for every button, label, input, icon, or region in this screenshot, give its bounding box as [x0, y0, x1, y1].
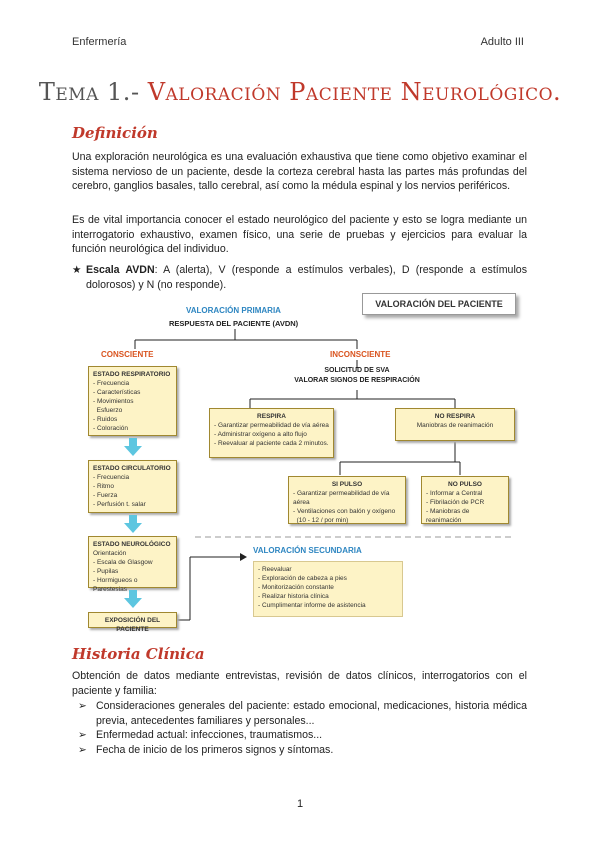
respira-item: - Administrar oxígeno a alto flujo [214, 431, 307, 438]
valoracion-primaria-label: VALORACIÓN PRIMARIA [186, 306, 281, 315]
arrow-down-icon [124, 598, 142, 608]
si-pulso-item: (10 - 12 / por min) [293, 517, 349, 524]
no-pulso-item: - Fibrilación de PCR [426, 499, 485, 506]
arrow-down-icon [124, 523, 142, 533]
list-item: ➢ Fecha de inicio de los primeros signos y síntomas. [78, 743, 527, 758]
arrow-stem [129, 515, 137, 523]
secundaria-item: - Monitorización constante [258, 584, 334, 591]
respira-item: - Reevaluar al paciente cada 2 minutos. [214, 440, 329, 447]
list-item: ➢ Consideraciones generales del paciente: estado emocional, medicaciones, historia médica previa, antecedentes familiares y personales... [78, 699, 527, 728]
avdn-label: Escala AVDN [86, 264, 155, 276]
neurologico-title: ESTADO NEUROLÓGICO [93, 541, 171, 548]
title-prefix: Tema 1.- [38, 78, 140, 106]
section-definicion-heading: Definición [72, 124, 158, 142]
arrow-stem [129, 590, 137, 598]
secundaria-item: - Realizar historia clínica [258, 593, 329, 600]
respira-box [209, 408, 334, 458]
valoracion-secundaria-box [253, 561, 403, 617]
inconsciente-label: INCONSCIENTE [330, 350, 391, 359]
estado-circulatorio-box [88, 460, 177, 513]
si-pulso-item: - Garantizar permeabilidad de vía aérea [293, 490, 390, 506]
no-respira-title: NO RESPIRA [434, 413, 476, 420]
respiratorio-title: ESTADO RESPIRATORIO [93, 371, 171, 378]
diagram-title-box: VALORACIÓN DEL PACIENTE [362, 293, 516, 315]
section-historia-heading: Historia Clínica [72, 645, 205, 663]
header-left: Enfermería [72, 36, 127, 48]
title-main: Valoración Paciente Neurológico. [147, 78, 562, 106]
respira-item: - Garantizar permeabilidad de vía aérea [214, 422, 329, 429]
valorar-label: VALORAR SIGNOS DE RESPIRACIÓN [294, 377, 420, 384]
secundaria-item: - Cumplimentar informe de asistencia [258, 602, 366, 609]
secundaria-item: - Reevaluar [258, 566, 292, 573]
no-pulso-item: - Informar a Central [426, 490, 483, 497]
sva-text [289, 366, 425, 386]
avdn-text: : A (alerta), V (responde a estímulos verbales), D (responde a estímulos dolorosos) y N (no responde). [86, 264, 527, 291]
exposicion-label: EXPOSICIÓN DEL PACIENTE [104, 617, 161, 633]
list-item: ➢ Enfermedad actual: infecciones, traumatismos... [78, 728, 527, 743]
arrow-down-icon [124, 446, 142, 456]
circulatorio-title: ESTADO CIRCULATORIO [93, 465, 171, 472]
neurologico-item: - Pupilas [93, 568, 119, 575]
no-pulso-title: NO PULSO [448, 481, 482, 488]
neurologico-item: - Escala de Glasgow [93, 559, 153, 566]
historia-bullet-list [78, 699, 527, 757]
secundaria-item: - Exploración de cabeza a pies [258, 575, 347, 582]
no-pulso-item: - Maniobras de reanimación [426, 508, 470, 524]
star-icon: ★ [72, 264, 82, 276]
arrow-stem [129, 438, 137, 446]
si-pulso-item: - Ventilaciones con balón y oxígeno [293, 508, 396, 515]
no-pulso-box [421, 476, 509, 524]
estado-neurologico-box [88, 536, 177, 593]
circulatorio-item: - Frecuencia [93, 474, 130, 481]
definicion-paragraph-1: Una exploración neurológica es una evaluación exhaustiva que tiene como objetivo examinar el sistema nervioso de un paciente, desde la corteza cerebral hasta las partes más profundas del cerebro, ganglios basales, tallo cerebral, así como la médula espinal y los nervios periféricos. [72, 151, 527, 192]
header-right: Adulto III [480, 36, 524, 48]
respiratorio-item: - Ruidos [93, 416, 118, 423]
si-pulso-box [288, 476, 406, 524]
consciente-label: CONSCIENTE [101, 350, 154, 359]
respiratorio-item: - Características [93, 389, 141, 396]
circulatorio-item: - Fuerza [93, 492, 118, 499]
solicitud-label: SOLICITUD DE SVA [324, 367, 390, 374]
definicion-paragraph-2: Es de vital importancia conocer el estado neurológico del paciente y esto se logra mediante un interrogatorio exhaustivo, examen físico, una serie de pruebas y ejercicios para evaluar la función neurológica del individuo. [72, 214, 527, 255]
respiratorio-item: - Frecuencia [93, 380, 130, 387]
respira-title: RESPIRA [257, 413, 286, 420]
respiratorio-item: - Movimientos [93, 398, 134, 405]
neurologico-item: - Hormigueos o Parestesias [93, 577, 138, 593]
respiratorio-item: Esfuerzo [93, 407, 123, 414]
estado-respiratorio-box [88, 366, 177, 436]
exposicion-box [88, 612, 177, 633]
page-number: 1 [296, 798, 304, 810]
neurologico-item: Orientación [93, 550, 127, 557]
arrow-secundaria-icon [240, 553, 247, 561]
si-pulso-title: SI PULSO [331, 481, 363, 488]
historia-intro: Obtención de datos mediante entrevistas, revisión de datos clínicos, interrogatorios con el paciente y familia: [72, 670, 527, 697]
valoracion-secundaria-label: VALORACIÓN SECUNDARIA [253, 546, 362, 555]
circulatorio-item: - Perfusión t. salar [93, 501, 146, 508]
no-respira-item: Maniobras de reanimación [416, 422, 494, 429]
respuesta-label: RESPUESTA DEL PACIENTE (AVDN) [169, 319, 299, 328]
circulatorio-item: - Ritmo [93, 483, 114, 490]
no-respira-box [395, 408, 515, 441]
respiratorio-item: - Coloración [93, 425, 129, 432]
